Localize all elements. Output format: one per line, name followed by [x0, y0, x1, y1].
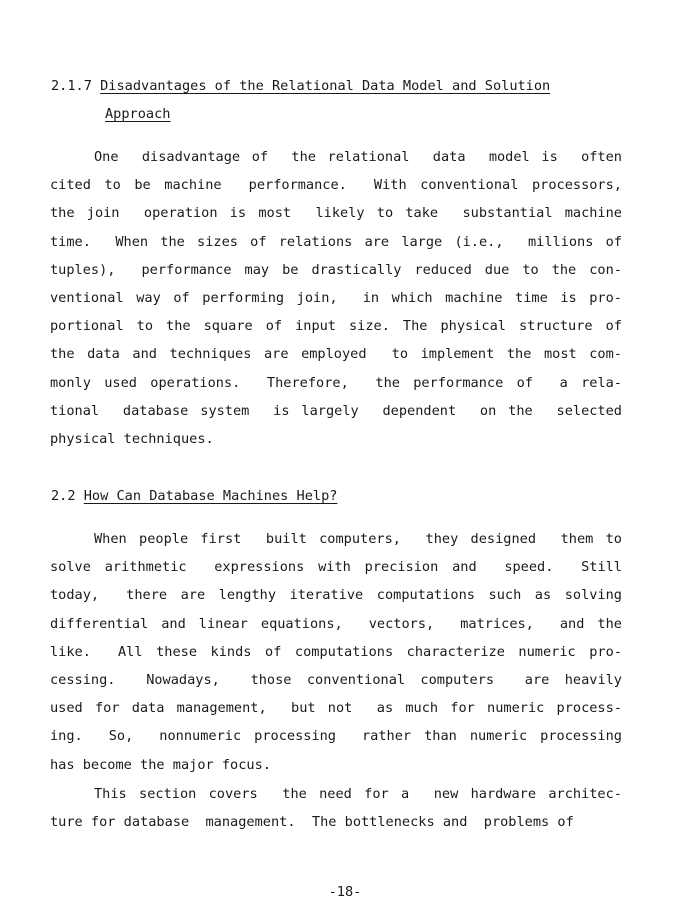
text-line: ventional way of performing join, in which machine time is pro- [50, 289, 622, 306]
section-number: 2.1.7 [51, 78, 92, 94]
text-line: tuples), performance may be drastically reduced due to the con- [50, 261, 622, 278]
section-heading-2-1-7 [51, 72, 550, 100]
text-line: This section covers the need for a new hardware architec- [94, 786, 622, 802]
text-line: monly used operations. Therefore, the performance of a rela- [50, 374, 622, 391]
section-number: 2.2 [51, 488, 76, 504]
text-line: today, there are lengthy iterative computations such as solving [50, 587, 622, 604]
text-line: time. When the sizes of relations are large (i.e., millions of [50, 233, 622, 250]
text-line: When people first built computers, they designed them to [94, 531, 622, 547]
text-line: the data and techniques are employed to implement the most com- [50, 346, 622, 363]
section-title: How Can Database Machines Help? [83, 488, 338, 504]
text-line: cessing. Nowadays, those conventional computers are heavily [50, 671, 622, 688]
section-title: Disadvantages of the Relational Data Model and Solution [100, 78, 551, 94]
text-line: tional database system is largely dependent on the selected [50, 402, 622, 419]
text-line: One disadvantage of the relational data model is often [94, 149, 622, 165]
text-line: cited to be machine performance. With conventional processors, [50, 177, 622, 194]
section-title-continuation: Approach [105, 106, 171, 122]
text-line: differential and linear equations, vectors, matrices, and the [50, 615, 622, 632]
text-line: used for data management, but not as much for numeric process- [50, 700, 622, 717]
text-line: solve arithmetic expressions with precision and speed. Still [50, 559, 622, 576]
text-line: like. All these kinds of computations characterize numeric pro- [50, 643, 622, 660]
paragraph-section-covers [50, 780, 622, 836]
page-number: -18- [328, 884, 362, 900]
text-line: portional to the square of input size. The physical structure of [50, 318, 622, 335]
text-line: has become the major focus. [50, 756, 271, 773]
paragraph-disadvantages [50, 143, 622, 453]
text-line: physical techniques. [50, 430, 214, 447]
text-line: the join operation is most likely to take substantial machine [50, 205, 622, 222]
text-line: ture for database management. The bottlenecks and problems of [50, 814, 574, 831]
paragraph-database-machines [50, 525, 622, 779]
text-line: ing. So, nonnumeric processing rather than numeric processing [50, 728, 622, 745]
section-heading-2-2 [51, 482, 337, 510]
